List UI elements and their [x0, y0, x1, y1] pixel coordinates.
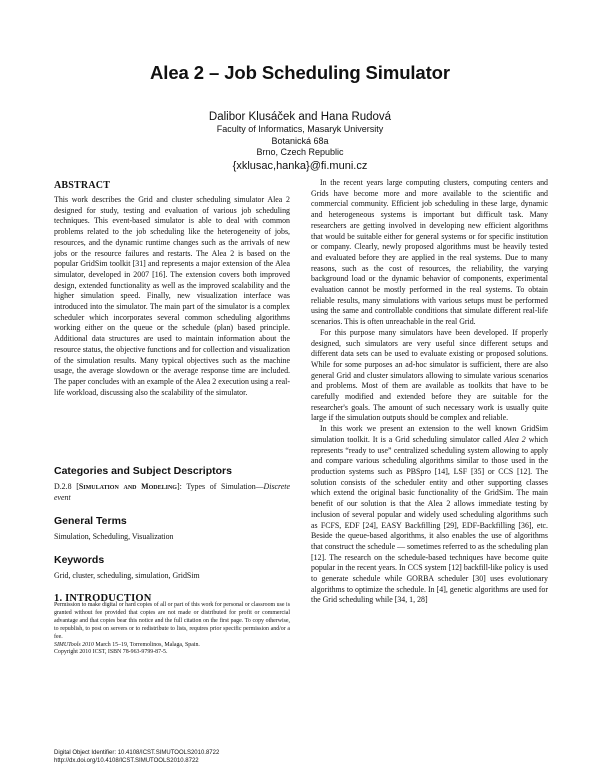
categories-text — [54, 482, 290, 503]
keywords-heading: Keywords — [54, 554, 105, 566]
intro-paragraph-3 — [311, 424, 548, 606]
categories-heading: Categories and Subject Descriptors — [54, 465, 232, 477]
author-street: Botanická 68a — [271, 135, 329, 146]
abstract-text: This work describes the Grid and cluster scheduling simulator Alea 2 designed for study, testing and evaluation of various job scheduling techniques. This event-based simulator is able to deal with common problems related to the job scheduling like the heterogeneity of jobs, resources, and the dynamic runtime changes such as the arrivals of new jobs or the resource failures and restarts. The Alea 2 is based on the popular GridSim toolkit [31] and represents a major extension of the Alea simulator, developed in 2007 [16]. The extension covers both improved design, extended functionality as well as the improved scalability and the higher simulation speed. Finally, new visualization interface was introduced into the simulator. The main part of the simulator is a complex scheduler which incorporates several common scheduling algorithms working either on the queue or the schedule (plan) based principle. Additional data structures are used to maintain information about the resource status, the objective functions and for collection and visualization of the simulation results. Many typical objectives such as the machine usage, the average slowdown or the average response time are included. The paper concludes with an example of the Alea 2 execution using a real-life workload, discussing also the scalability of the simulator. — [54, 195, 290, 397]
introduction-heading: 1. INTRODUCTION — [54, 593, 152, 604]
author-email: {xklusac,hanka}@fi.muni.cz — [232, 159, 368, 172]
author-block — [0, 110, 600, 173]
general-terms-heading: General Terms — [54, 515, 127, 527]
categories-rest: ]: Types of Simulation— — [176, 482, 264, 491]
keywords-section — [54, 554, 290, 582]
permission-copyright: Copyright 2010 ICST, ISBN 78-963-9799-87-5. — [54, 649, 168, 656]
author-affiliation: Faculty of Informatics, Masaryk University — [216, 124, 384, 134]
venue-details: March 15–19, Torremolinos, Malaga, Spain. — [93, 641, 200, 648]
right-column — [311, 178, 548, 606]
permission-notice — [54, 602, 290, 657]
doi-identifier: Digital Object Identifier: 10.4108/ICST.SIMUTOOLS2010.8722 — [54, 750, 220, 756]
keywords-text: Grid, cluster, scheduling, simulation, GridSim — [54, 571, 200, 580]
intro-p3-italic: Alea 2 — [504, 434, 526, 444]
general-terms-section — [54, 515, 290, 543]
intro-p3-rest: which represents “ready to use” centralized scheduling system allowing to apply and compare various scheduling algorithms similar to those used in the production systems such as PBSpro [14], LSF [35] or CCS [12]. The solution consists of the scheduler entity and other supporting classes which extend the original basic functionality of the GridSim. The main benefit of our solution is that the Alea 2 allows immediate testing by inclusion of several popular and widely used scheduling algorithms such as FCFS, EDF [24], EASY Backfilling [29], EDF-Backfilling [36], etc. Beside the queue-based algorithms, it also enables the use of algorithms that construct the schedule — sometimes referred to as the scheduling plan [12]. The research on the schedule-based techniques have become quite popular in the recent years. In CCS system [12] backfill-like policy is used to generate schedule while GORBA scheduler [30] uses evolutionary algorithms to optimize the schedule. In [4], genetic algorithms are used for the Grid scheduling while [34, 1, 28] — [311, 434, 548, 605]
categories-code: D.2.8 [ — [54, 482, 79, 491]
intro-p3-start: In this work we present an extension to the well known GridSim simulation toolkit. It is a Grid scheduling simulator called — [311, 424, 548, 444]
paper-title: Alea 2 – Job Scheduling Simulator — [150, 62, 450, 83]
author-city: Brno, Czech Republic — [256, 147, 344, 157]
abstract-heading: ABSTRACT — [54, 180, 111, 191]
categories-topic: Simulation and Modeling — [78, 482, 177, 491]
general-terms-text: Simulation, Scheduling, Visualization — [54, 532, 174, 541]
doi-footer — [54, 749, 219, 766]
categories-section — [54, 465, 290, 503]
left-column — [54, 180, 290, 398]
venue-name: SIMUTools 2010 — [54, 641, 94, 648]
intro-paragraph-1: In the recent years large computing clusters, computing centers and Grids have become more and more available to the scientific and commercial community. Efficient job scheduling in these large, dynamic and heterogeneous systems is important but difficult task. Many researchers are getting involved in developing new efficient algorithms that would be suitable either for general systems or for specific institution or company. Clearly, newly proposed algorithms must be heavily tested and evaluated before they are applied in the real systems. Due to many reasons, such as the cost of resources, the reliability, the varying background load or the dynamic behavior of components, experimental evaluation cannot be mostly performed in the real systems. To obtain reliable results, many simulations with various setups must be performed using the same and controllable conditions that simulate different real-life scenarios. This is often unreachable in the real Grid. — [311, 178, 548, 327]
intro-paragraph-2: For this purpose many simulators have been developed. If properly designed, such simulators are very useful since different setups and different data sets can be used to evaluate existing or proposed solutions. While for some purposes an ad-hoc simulator is sufficient, there are also general Grid and cluster simulators allowing to simulate various scenarios and problems. Most of them are available as toolkits that have to be carefully modified and extended before they are suitable for the researcher's goals. The amount of such necessary work is usually quite large if the simulation outputs should be complex and reliable. — [311, 327, 548, 423]
categories-italic: Discrete event — [54, 482, 290, 502]
doi-link[interactable]: http://dx.doi.org/10.4108/ICST.SIMUTOOLS2010.8722 — [54, 758, 199, 765]
author-names: Dalibor Klusáček and Hana Rudová — [208, 111, 392, 123]
permission-text: Permission to make digital or hard copies of all or part of this work for personal or classroom use is granted without fee provided that copies are not made or distributed for profit or commercial advantage and that copies bear this notice and the full citation on the first page. To copy otherwise, to republish, to post on servers or to redistribute to lists, requires prior specific permission and/or a fee. — [54, 602, 290, 640]
permission-venue — [54, 642, 290, 650]
